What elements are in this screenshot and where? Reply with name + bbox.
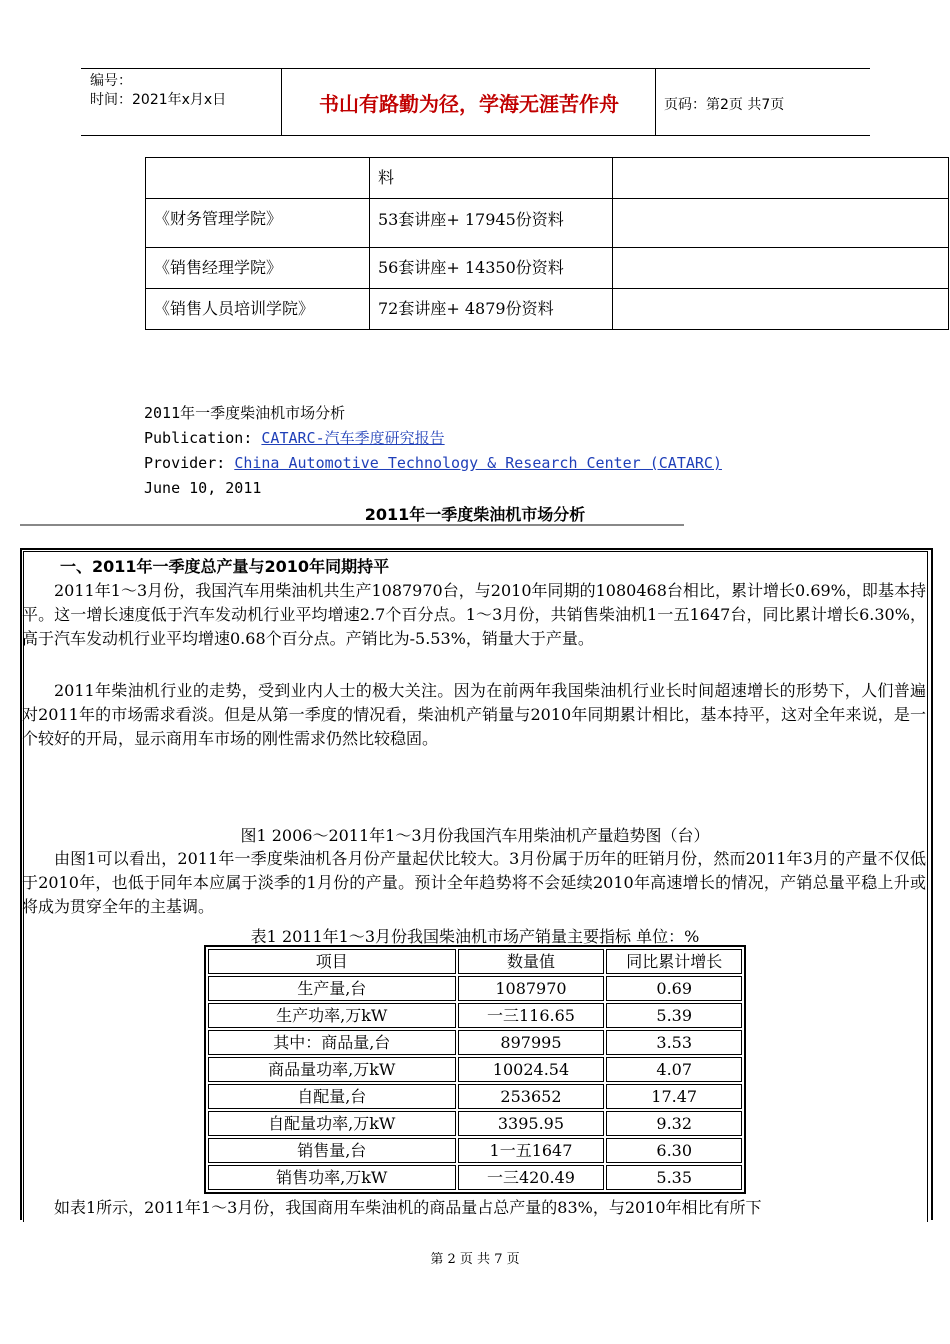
metric-growth: 3.53 (606, 1030, 742, 1055)
paragraph-1 (22, 579, 926, 651)
table-row (146, 248, 949, 289)
header-motto: 书山有路勤为径，学海无涯苦作舟 (319, 92, 619, 116)
publication-label: Publication: (144, 429, 262, 447)
paragraph-4-text: 如表1所示，2011年1～3月份，我国商用车柴油机的商品量占总产量的83%，与2010年相比有所下 (54, 1198, 762, 1217)
courses-table (145, 157, 949, 330)
table-row (208, 1165, 742, 1190)
header-divider-right (655, 68, 656, 135)
provider-link[interactable]: China Automotive Technology & Research Center (CATARC) (234, 454, 722, 472)
course-desc: 料 (370, 158, 613, 199)
table-row (146, 199, 949, 248)
course-desc: 72套讲座+ 4879份资料 (370, 289, 613, 330)
course-name: 《销售经理学院》 (146, 248, 370, 289)
paragraph-2 (22, 679, 926, 751)
paragraph-3-text: 由图1可以看出，2011年一季度柴油机各月份产量起伏比较大。3月份属于历年的旺销月份，然而2011年3月的产量不仅低于2010年，也低于同年本应属于淡季的1月份的产量。预计全年趋势将不会延续2010年高速增长的情况，产销总量平稳上升或将成为贯穿全年的主基调。 (22, 849, 926, 916)
metric-item: 销售量,台 (208, 1138, 456, 1163)
table-header-row (208, 949, 742, 974)
footer-page-number: 第 2 页 共 7 页 (430, 1252, 520, 1267)
header-top-rule (81, 68, 870, 69)
metric-growth: 17.47 (606, 1084, 742, 1109)
course-note (613, 289, 949, 330)
article-title: 2011年一季度柴油机市场分析 (364, 505, 586, 524)
header-number: 编号： (90, 73, 132, 89)
table-caption: 表1 2011年1～3月份我国柴油机市场产销量主要指标 单位：% (250, 927, 700, 946)
metric-growth: 5.35 (606, 1165, 742, 1190)
metric-growth: 6.30 (606, 1138, 742, 1163)
metric-growth: 0.69 (606, 976, 742, 1001)
table-row (208, 1030, 742, 1055)
header-cell: 同比累计增长 (606, 949, 742, 974)
course-name: 《财务管理学院》 (146, 199, 370, 248)
course-name: 《销售人员培训学院》 (146, 289, 370, 330)
metric-value: 10024.54 (458, 1057, 605, 1082)
header-page-number: 页码：第2页 共7页 (664, 97, 785, 113)
header-info (90, 72, 226, 110)
header-date: 时间：2021年x月x日 (90, 92, 227, 108)
header-cell: 数量值 (458, 949, 605, 974)
provider-label: Provider: (144, 454, 235, 472)
metric-value: 一三116.65 (458, 1003, 605, 1028)
table-row (208, 976, 742, 1001)
metric-item: 自配量,台 (208, 1084, 456, 1109)
metric-value: 1087970 (458, 976, 605, 1001)
metric-item: 生产量,台 (208, 976, 456, 1001)
metric-item: 销售功率,万kW (208, 1165, 456, 1190)
metric-value: 253652 (458, 1084, 605, 1109)
metrics-table (204, 945, 746, 1194)
course-desc: 56套讲座+ 14350份资料 (370, 248, 613, 289)
table-row (208, 1084, 742, 1109)
course-desc: 53套讲座+ 17945份资料 (370, 199, 613, 248)
metric-growth: 9.32 (606, 1111, 742, 1136)
table-row (146, 158, 949, 199)
header-bottom-rule (81, 135, 870, 136)
course-note (613, 158, 949, 199)
metric-item: 其中：商品量,台 (208, 1030, 456, 1055)
publication-link[interactable]: CATARC-汽车季度研究报告 (261, 429, 445, 447)
metric-value: 897995 (458, 1030, 605, 1055)
metric-item: 生产功率,万kW (208, 1003, 456, 1028)
publication-line (144, 426, 445, 451)
paragraph-2-text: 2011年柴油机行业的走势，受到业内人士的极大关注。因为在前两年我国柴油机行业长时间超速增长的形势下，人们普遍对2011年的市场需求看淡。但是从第一季度的情况看，柴油机产销量与2010年同期累计相比，基本持平，这对全年来说，是一个较好的开局，显示商用车市场的刚性需求仍然比较稳固。 (22, 681, 926, 748)
table-row (208, 1111, 742, 1136)
course-note (613, 199, 949, 248)
table-row (208, 1057, 742, 1082)
figure-caption: 图1 2006～2011年1～3月份我国汽车用柴油机产量趋势图（台） (240, 826, 710, 845)
metric-item: 商品量功率,万kW (208, 1057, 456, 1082)
publication-date: June 10, 2011 (144, 479, 262, 497)
title-rule (20, 524, 684, 526)
paragraph-1-text: 2011年1～3月份，我国汽车用柴油机共生产1087970台，与2010年同期的1080468台相比，累计增长0.69%，即基本持平。这一增长速度低于汽车发动机行业平均增速2.7个百分点。1～3月份，共销售柴油机1一五1647台，同比累计增长6.30%，高于汽车发动机行业平均增速0.68个百分点。产销比为-5.53%，销量大于产量。 (22, 581, 926, 648)
table-row (208, 1003, 742, 1028)
metric-item: 自配量功率,万kW (208, 1111, 456, 1136)
metric-growth: 4.07 (606, 1057, 742, 1082)
metric-value: 1一五1647 (458, 1138, 605, 1163)
header-cell: 项目 (208, 949, 456, 974)
publication-title: 2011年一季度柴油机市场分析 (144, 404, 346, 422)
provider-line (144, 451, 722, 476)
course-name (146, 158, 370, 199)
metric-growth: 5.39 (606, 1003, 742, 1028)
paragraph-3 (22, 847, 926, 919)
table-row (208, 1138, 742, 1163)
header-divider-left (281, 68, 282, 135)
metric-value: 3395.95 (458, 1111, 605, 1136)
table-row (146, 289, 949, 330)
metric-value: 一三420.49 (458, 1165, 605, 1190)
paragraph-4 (22, 1196, 926, 1220)
course-note (613, 248, 949, 289)
section-heading: 一、2011年一季度总产量与2010年同期持平 (60, 557, 390, 576)
